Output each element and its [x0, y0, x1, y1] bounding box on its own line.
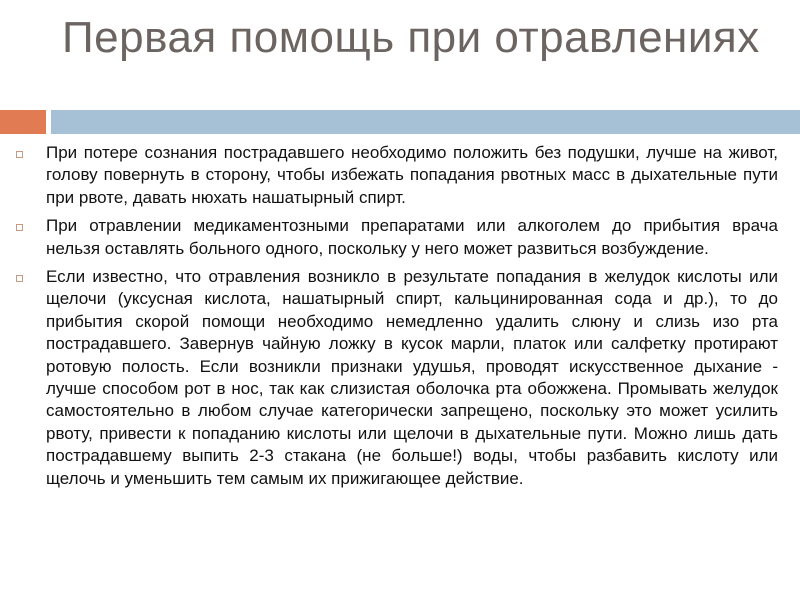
bullet-item	[16, 215, 778, 260]
bullet-list	[16, 142, 778, 496]
slide-title: Первая помощь при отравлениях	[62, 13, 760, 62]
accent-bar	[0, 110, 800, 134]
square-bullet-icon	[16, 151, 23, 158]
square-bullet-icon	[16, 224, 23, 231]
accent-bar-orange	[0, 110, 46, 134]
bullet-item	[16, 142, 778, 209]
bullet-text: При отравлении медикаментозными препаратами или алкоголем до прибытия врача нельзя оставлять больного одного, поскольку у него может развиться возбуждение.	[46, 216, 778, 258]
bullet-item	[16, 266, 778, 490]
bullet-text: Если известно, что отравления возникло в результате попадания в желудок кислоты или щелочи (уксусная кислота, нашатырный спирт, кальцинированная сода и др.), то до прибытия скорой помощи необходимо немедленно удалить слюну и слизь изо рта пострадавшего. Завернув чайную ложку в кусок марли, платок или салфетку протирают ротовую полость. Если возникли признаки удушья, проводят искусственное дыхание - лучше способом рот в нос, так как слизистая оболочка рта обожжена. Промывать желудок самостоятельно в любом случае категорически запрещено, поскольку это может усилить рвоту, привести к попаданию кислоты или щелочи в дыхательные пути. Можно лишь дать пострадавшему выпить 2-3 стакана (не больше!) воды, чтобы разбавить кислоту или щелочь и уменьшить тем самым их прижигающее действие.	[46, 267, 778, 488]
square-bullet-icon	[16, 275, 23, 282]
accent-bar-blue	[51, 110, 800, 134]
bullet-text: При потере сознания пострадавшего необходимо положить без подушки, лучше на живот, голову повернуть в сторону, чтобы избежать попадания рвотных масс в дыхательные пути при рвоте, давать нюхать нашатырный спирт.	[46, 143, 778, 207]
